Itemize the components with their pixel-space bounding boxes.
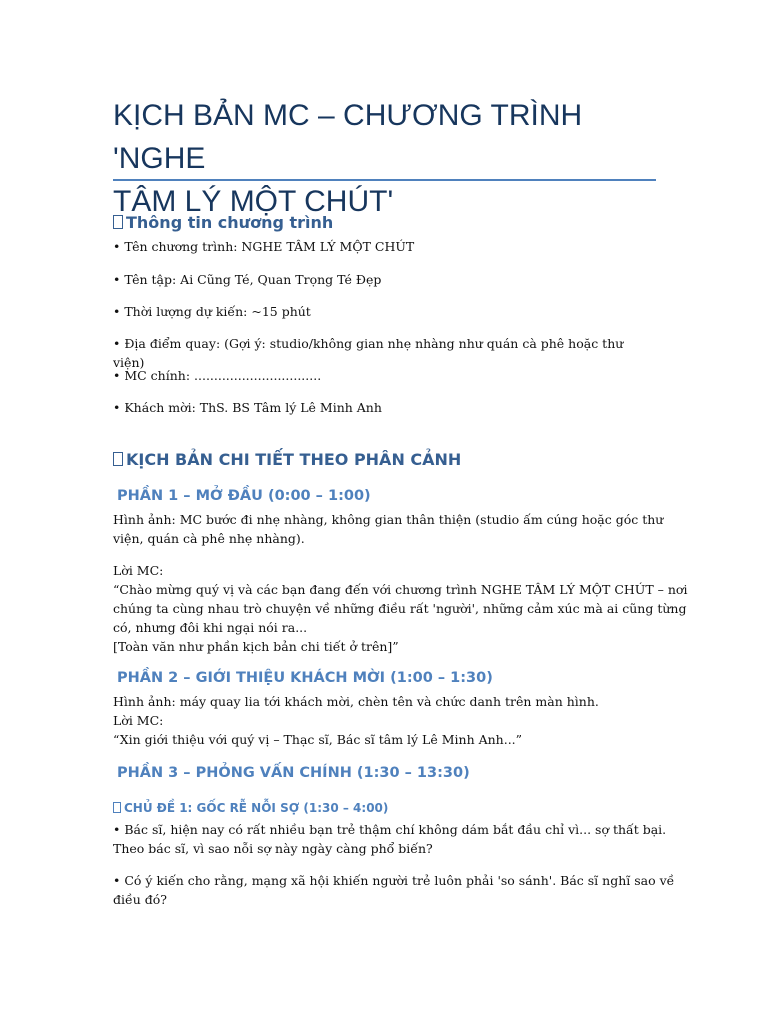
section-script-heading: KỊCH BẢN CHI TIẾT THEO PHÂN CẢNH (113, 450, 461, 469)
info-item-location: • Địa điểm quay: (Gợi ý: studio/không gian nhẹ nhàng như quán cà phê hoặc thư viện) (113, 336, 624, 370)
missing-glyph-icon (113, 802, 121, 813)
document-title (113, 94, 673, 223)
missing-glyph-icon (113, 215, 123, 229)
topic1-question-1: • Bác sĩ, hiện nay có rất nhiều bạn trẻ thậm chí không dám bắt đầu chỉ vì... sợ thất bại. Theo bác sĩ, vì sao nỗi sợ này ngày càng phổ biến? (113, 822, 667, 856)
part1-image-description: Hình ảnh: MC bước đi nhẹ nhàng, không gian thân thiện (studio ấm cúng hoặc góc thư viện, quán cà phê nhẹ nhàng). (113, 512, 664, 546)
info-item-program-name: • Tên chương trình: NGHE TÂM LÝ MỘT CHÚT (113, 239, 415, 254)
part1-mc-speech: Lời MC: “Chào mừng quý vị và các bạn đang đến với chương trình NGHE TÂM LÝ MỘT CHÚT – nơi chúng ta cùng nhau trò chuyện về những điều rất 'người', những cảm xúc mà ai cũng từng có, nhưng đôi khi ngại nói ra... [Toàn văn như phần kịch bản chi tiết ở trên]” (113, 563, 688, 654)
topic1-question-2: • Có ý kiến cho rằng, mạng xã hội khiến người trẻ luôn phải 'so sánh'. Bác sĩ nghĩ sao về điều đó? (113, 873, 675, 907)
part1-heading: PHẦN 1 – MỞ ĐẦU (0:00 – 1:00) (117, 488, 371, 504)
info-item-duration: • Thời lượng dự kiến: ~15 phút (113, 304, 311, 319)
part2-content: Hình ảnh: máy quay lia tới khách mời, chèn tên và chức danh trên màn hình. Lời MC: “Xin giới thiệu với quý vị – Thạc sĩ, Bác sĩ tâm lý Lê Minh Anh...” (113, 692, 658, 749)
title-line-2: TÂM LÝ MỘT CHÚT' (113, 185, 394, 218)
topic1-heading: CHỦ ĐỀ 1: GỐC RỄ NỖI SỢ (1:30 – 4:00) (113, 801, 388, 815)
info-item-mc: • MC chính: ................................ (113, 368, 322, 383)
info-item-guest: • Khách mời: ThS. BS Tâm lý Lê Minh Anh (113, 400, 382, 415)
part2-heading: PHẦN 2 – GIỚI THIỆU KHÁCH MỜI (1:00 – 1:30) (117, 670, 493, 686)
title-divider (113, 179, 656, 181)
info-item-episode: • Tên tập: Ai Cũng Té, Quan Trọng Té Đẹp (113, 272, 382, 287)
mc-label: Lời MC: (113, 713, 164, 728)
missing-glyph-icon (113, 452, 123, 466)
section-info-heading: Thông tin chương trình (113, 213, 333, 232)
part3-heading: PHẦN 3 – PHỎNG VẤN CHÍNH (1:30 – 13:30) (117, 765, 470, 781)
mc-label: Lời MC: (113, 563, 164, 578)
title-line-1: KỊCH BẢN MC – CHƯƠNG TRÌNH 'NGHE (113, 99, 583, 175)
